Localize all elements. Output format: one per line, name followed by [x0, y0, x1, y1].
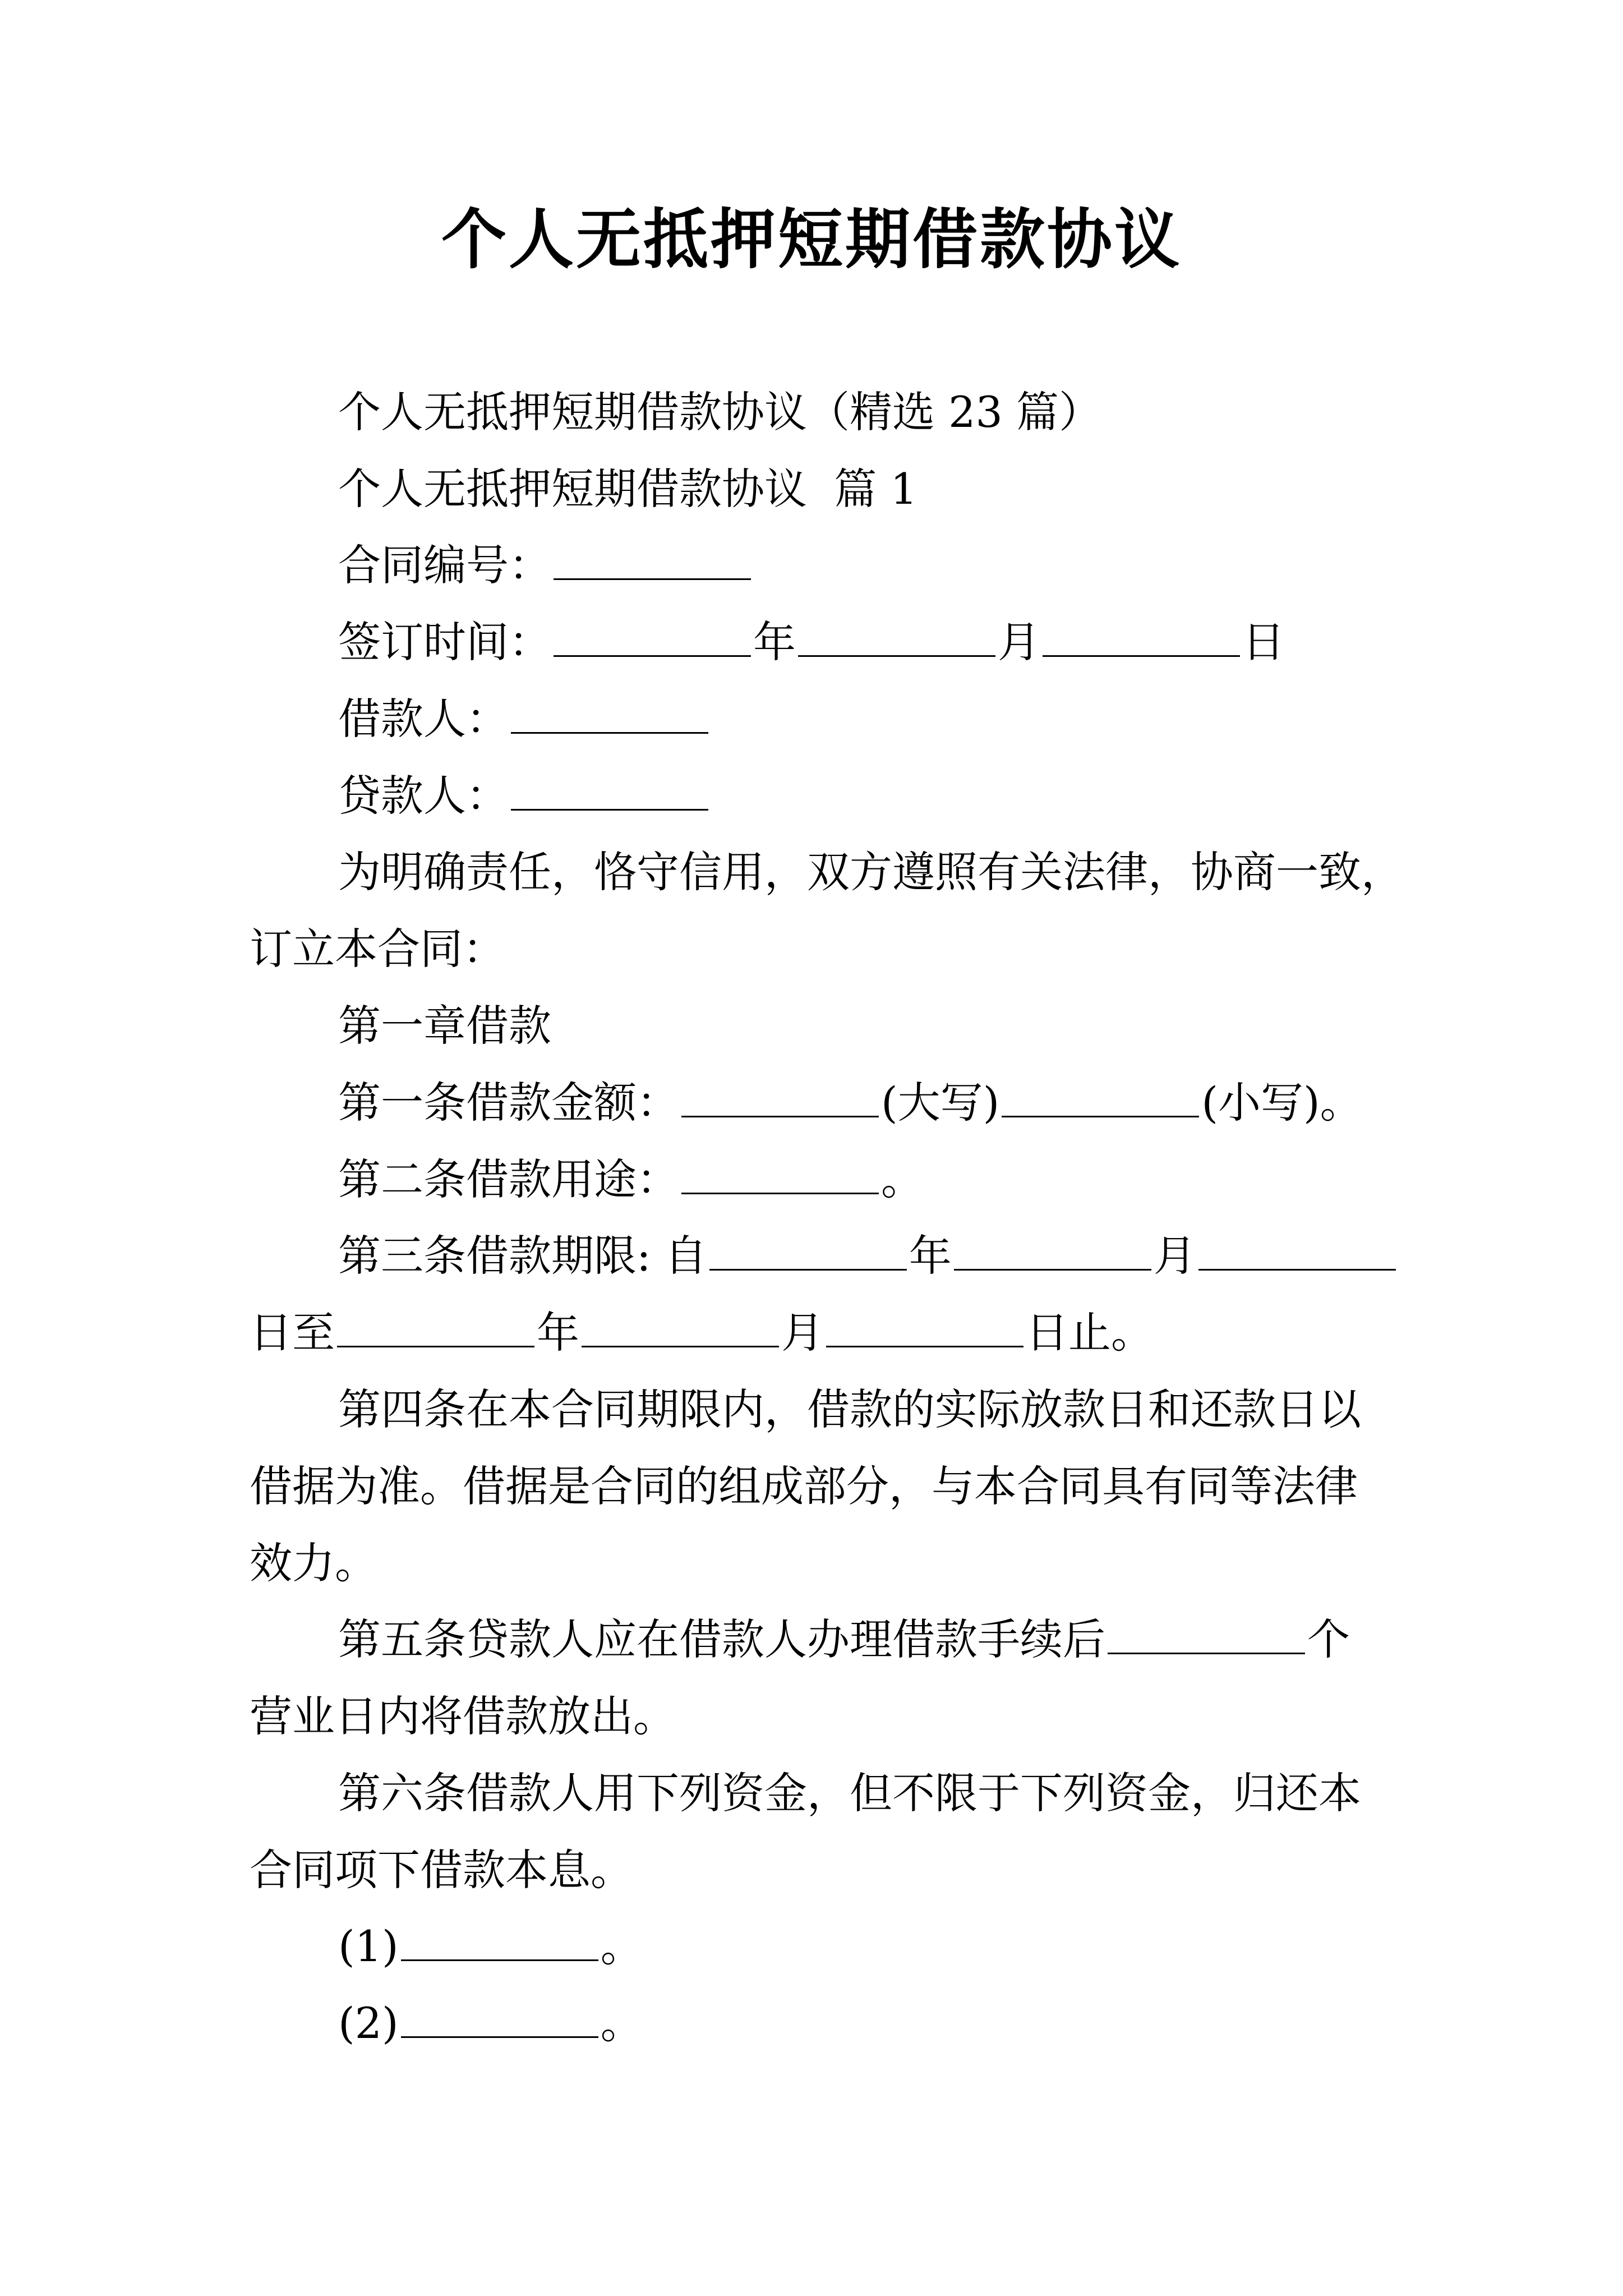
start-year-blank [709, 1230, 907, 1271]
document-title: 个人无抵押短期借款协议 [441, 201, 1182, 278]
upper-case-label: (大写) [881, 1078, 1000, 1128]
sign-day-blank [1043, 616, 1240, 657]
period-mark: 。 [600, 1998, 643, 2048]
start-month-blank [954, 1230, 1151, 1271]
month-label: 月 [1153, 1231, 1196, 1281]
contract-number-line [338, 537, 753, 593]
subtitle: 个人无抵押短期借款协议（精选 23 篇） [338, 387, 1102, 437]
list-item-2 [338, 1995, 643, 2051]
lender-blank [511, 770, 708, 811]
item-1-number: (1) [338, 1921, 399, 1971]
article-3-label: 第三条借款期限: 自 [338, 1231, 707, 1281]
chapter-heading: 第一章借款 [338, 1001, 551, 1051]
start-day-blank [1198, 1230, 1396, 1271]
sign-month-blank [798, 616, 995, 657]
article-4-line-1: 第四条在本合同期限内，借款的实际放款日和还款日以 [338, 1384, 1361, 1434]
article-4-line-2: 借据为准。借据是合同的组成部分，与本合同具有同等法律 [250, 1461, 1358, 1511]
sign-year-blank [554, 616, 751, 657]
item-2-blank [401, 1997, 598, 2038]
article-6-line-2: 合同项下借款本息。 [250, 1845, 633, 1895]
article-1 [338, 1075, 1363, 1131]
contract-number-label: 合同编号： [338, 540, 551, 590]
borrower-line [338, 691, 711, 747]
unit-label: 个 [1307, 1614, 1350, 1664]
sign-date-label: 签订时间： [338, 617, 551, 667]
year-label: 年 [537, 1308, 579, 1358]
amount-upper-blank [681, 1076, 879, 1117]
end-month-blank [582, 1306, 779, 1347]
sign-date-line [338, 614, 1285, 670]
day-label: 日 [1242, 617, 1285, 667]
section-heading: 个人无抵押短期借款协议 篇 1 [338, 464, 917, 514]
purpose-blank [681, 1153, 879, 1194]
article-4-line-3: 效力。 [250, 1538, 377, 1588]
article-3-line-2 [250, 1305, 1154, 1361]
business-days-blank [1108, 1613, 1305, 1654]
end-day-blank [826, 1306, 1023, 1347]
day-to-label: 日至 [250, 1308, 335, 1358]
article-1-label: 第一条借款金额： [338, 1078, 679, 1128]
lender-line [338, 768, 711, 824]
item-2-number: (2) [338, 1998, 399, 2048]
article-2-label: 第二条借款用途： [338, 1154, 679, 1204]
article-2 [338, 1152, 924, 1208]
article-5-line-1 [338, 1612, 1350, 1668]
year-label: 年 [909, 1231, 952, 1281]
lower-case-label: (小写)。 [1201, 1078, 1363, 1128]
amount-lower-blank [1002, 1076, 1199, 1117]
month-label: 月 [781, 1308, 824, 1358]
day-end-label: 日止。 [1026, 1308, 1154, 1358]
preamble-line-2: 订立本合同： [250, 924, 505, 974]
article-3-line-1 [338, 1228, 1398, 1284]
article-5-line-2: 营业日内将借款放出。 [250, 1691, 676, 1741]
item-1-blank [401, 1920, 598, 1961]
year-label: 年 [753, 617, 796, 667]
period-mark: 。 [600, 1921, 643, 1971]
month-label: 月 [998, 617, 1040, 667]
period-mark: 。 [881, 1154, 924, 1204]
list-item-1 [338, 1918, 643, 1975]
article-6-line-1: 第六条借款人用下列资金，但不限于下列资金，归还本 [338, 1768, 1361, 1818]
contract-number-blank [554, 539, 751, 580]
article-5-text: 第五条贷款人应在借款人办理借款手续后 [338, 1614, 1105, 1664]
preamble-line-1: 为明确责任，恪守信用，双方遵照有关法律，协商一致， [338, 847, 1404, 897]
borrower-blank [511, 693, 708, 734]
borrower-label: 借款人： [338, 694, 509, 744]
lender-label: 贷款人： [338, 771, 509, 821]
end-year-blank [337, 1306, 534, 1347]
